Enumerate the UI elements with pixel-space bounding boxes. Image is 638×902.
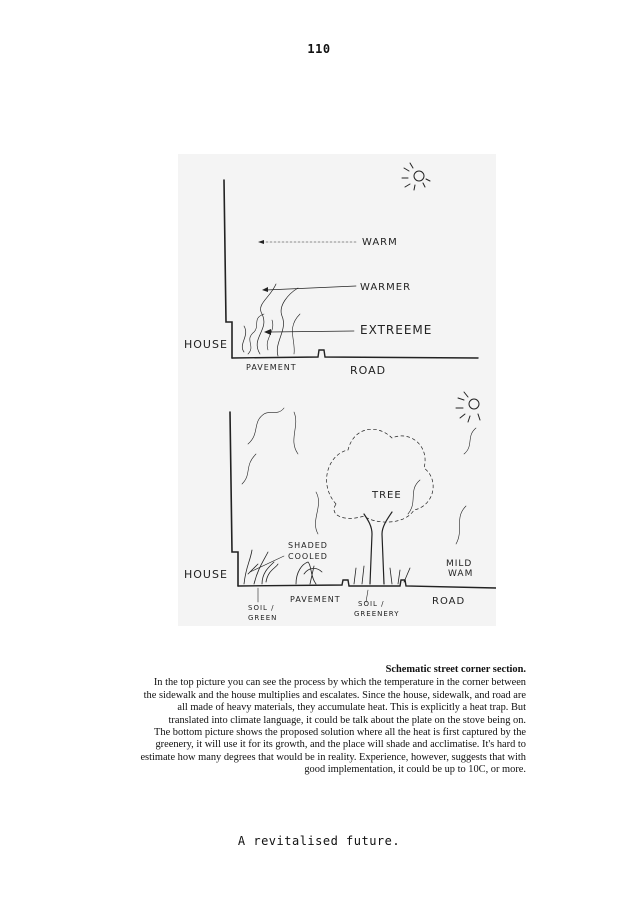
greenery-middle <box>296 562 322 584</box>
caption-paragraph-top: In the top picture you can see the process by which the temperature in the corner between the sidewalk and the house multiplies and escalates. Since the house, sidewalk, and road are all made of heavy materials, they accumulate heat. This is explicitly a heat trap. But translated into climate language, it could be talk about the plate on the stove being on. <box>143 677 526 726</box>
label-road-top: ROAD <box>350 364 387 377</box>
label-warm-bottom: WAM <box>448 569 474 579</box>
label-house-bottom: HOUSE <box>184 568 228 581</box>
figure-caption <box>140 664 526 777</box>
greenery-right <box>354 566 410 584</box>
label-cooled: COOLED <box>288 552 328 561</box>
house-wall-top <box>224 180 232 358</box>
ground-line-top <box>232 350 478 358</box>
label-warmer: WARMER <box>360 282 412 293</box>
caption-title: Schematic street corner section. <box>385 664 526 675</box>
label-pavement-top: PAVEMENT <box>246 363 297 372</box>
sun-icon-bottom <box>456 392 480 422</box>
label-tree: TREE <box>372 490 402 501</box>
label-warm: WARM <box>362 237 398 248</box>
street-section-sketch <box>178 154 496 626</box>
house-wall-bottom <box>230 412 238 586</box>
ground-line-bottom <box>238 580 496 588</box>
sun-icon-top <box>402 163 430 190</box>
label-road-bottom: ROAD <box>432 596 466 607</box>
label-soil-greenery-1: SOIL / <box>358 600 385 608</box>
page-number: 110 <box>307 42 331 56</box>
label-mild: MILD <box>446 559 473 569</box>
top-diagram <box>224 163 478 358</box>
label-shaded: SHADED <box>288 541 328 550</box>
label-soil-green-1: SOIL / <box>248 604 275 612</box>
label-house-top: HOUSE <box>184 338 228 351</box>
footer-title: A revitalised future. <box>237 834 401 848</box>
caption-paragraph-bottom: The bottom picture shows the proposed solution where all the heat is first captured by the greenery, it will use it for its growth, and the place will shade and acclimatise. It's hard to estimate how many degrees that would be in reality. Experience, however, suggests that with good implementation, it could be up to 10C, or more. <box>140 727 526 776</box>
label-extreme: EXTREEME <box>360 323 433 337</box>
label-soil-green-2: GREEN <box>248 614 278 622</box>
label-pavement-bottom: PAVEMENT <box>290 595 341 604</box>
tree-trunk <box>364 512 392 584</box>
label-soil-greenery-2: GREENERY <box>354 610 400 618</box>
tree-canopy <box>327 429 434 522</box>
